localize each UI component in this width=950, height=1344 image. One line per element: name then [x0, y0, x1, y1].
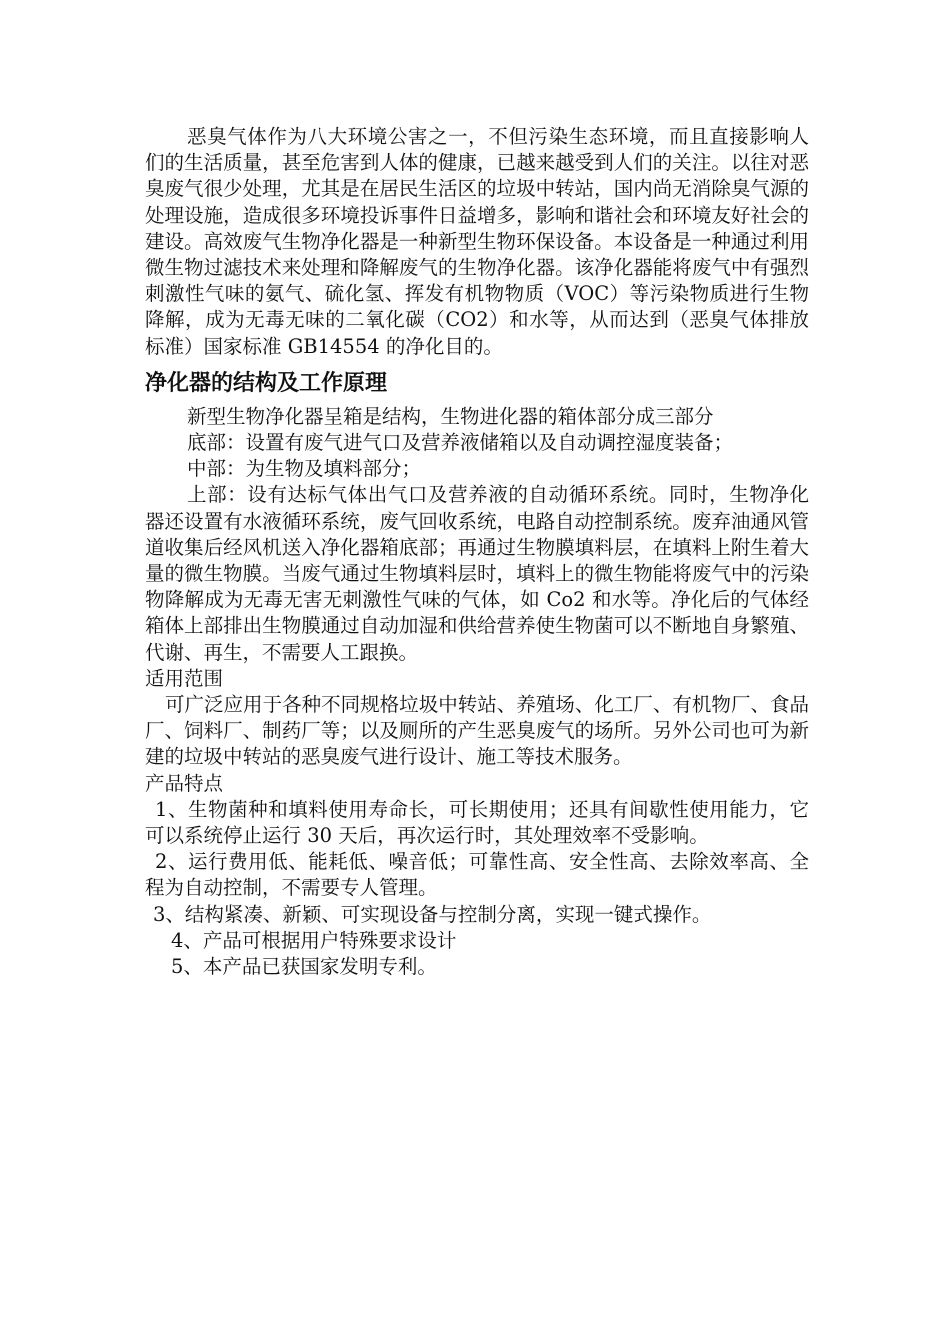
intro-paragraph: 恶臭气体作为八大环境公害之一，不但污染生态环境，而且直接影响人们的生活质量，甚至危害到人体的健康，已越来越受到人们的关注。以往对恶臭废气很少处理，尤其是在居民生活区的垃圾中转站，国内尚无消除臭气源的处理设施，造成很多环境投诉事件日益增多，影响和谐社会和环境友好社会的建设。高效废气生物净化器是一种新型生物环保设备。本设备是一种通过利用微生物过滤技术来处理和降解废气的生物净化器。该净化器能将废气中有强烈刺激性气味的氨气、硫化氢、挥发有机物物质（VOC）等污染物质进行生物降解，成为无毒无味的二氧化碳（CO2）和水等，从而达到（恶臭气体排放标准）国家标准 GB14554 的净化目的。 [145, 125, 809, 358]
document-body [145, 124, 809, 980]
features-label: 产品特点 [145, 771, 224, 795]
feature-item: 3、结构紧凑、新颖、可实现设备与控制分离，实现一键式操作。 [153, 902, 712, 926]
feature-item: 4、产品可根据用户特殊要求设计 [171, 928, 457, 952]
feature-item: 2、运行费用低、能耗低、噪音低；可靠性高、安全性高、去除效率高、全程为自动控制，不需要专人管理。 [145, 850, 809, 900]
feature-item: 5、本产品已获国家发明专利。 [171, 955, 437, 979]
section-heading: 净化器的结构及工作原理 [145, 370, 388, 396]
feature-item: 1、生物菌种和填料使用寿命长，可长期使用；还具有间歇性使用能力，它可以系统停止运行 30 天后，再次运行时，其处理效率不受影响。 [145, 797, 809, 848]
bottom-part-text: 底部：设置有废气进气口及营养液储箱以及自动调控湿度装备； [187, 431, 734, 455]
scope-label: 适用范围 [145, 666, 224, 690]
scope-text: 可广泛应用于各种不同规格垃圾中转站、养殖场、化工厂、有机物厂、食品厂、饲料厂、制药厂等；以及厕所的产生恶臭废气的场所。另外公司也可为新建的垃圾中转站的恶臭废气进行设计、施工等技术服务。 [145, 693, 809, 769]
top-part-text: 上部：设有达标气体出气口及营养液的自动循环系统。同时，生物净化器还设置有水液循环系统，废气回收系统，电路自动控制系统。废弃油通风管道收集后经风机送入净化器箱底部；再通过生物膜填料层，在填料上附生着大量的微生物膜。当废气通过生物填料层时，填料上的微生物能将废气中的污染物降解成为无毒无害无刺激性气味的气体，如 Co2 和水等。净化后的气体经箱体上部排出生物膜通过自动加湿和供给营养使生物菌可以不断地自身繁殖、代谢、再生，不需要人工跟换。 [145, 483, 809, 664]
middle-part-text: 中部：为生物及填料部分； [187, 457, 422, 481]
structure-intro: 新型生物净化器呈箱是结构，生物进化器的箱体部分成三部分 [187, 404, 714, 428]
